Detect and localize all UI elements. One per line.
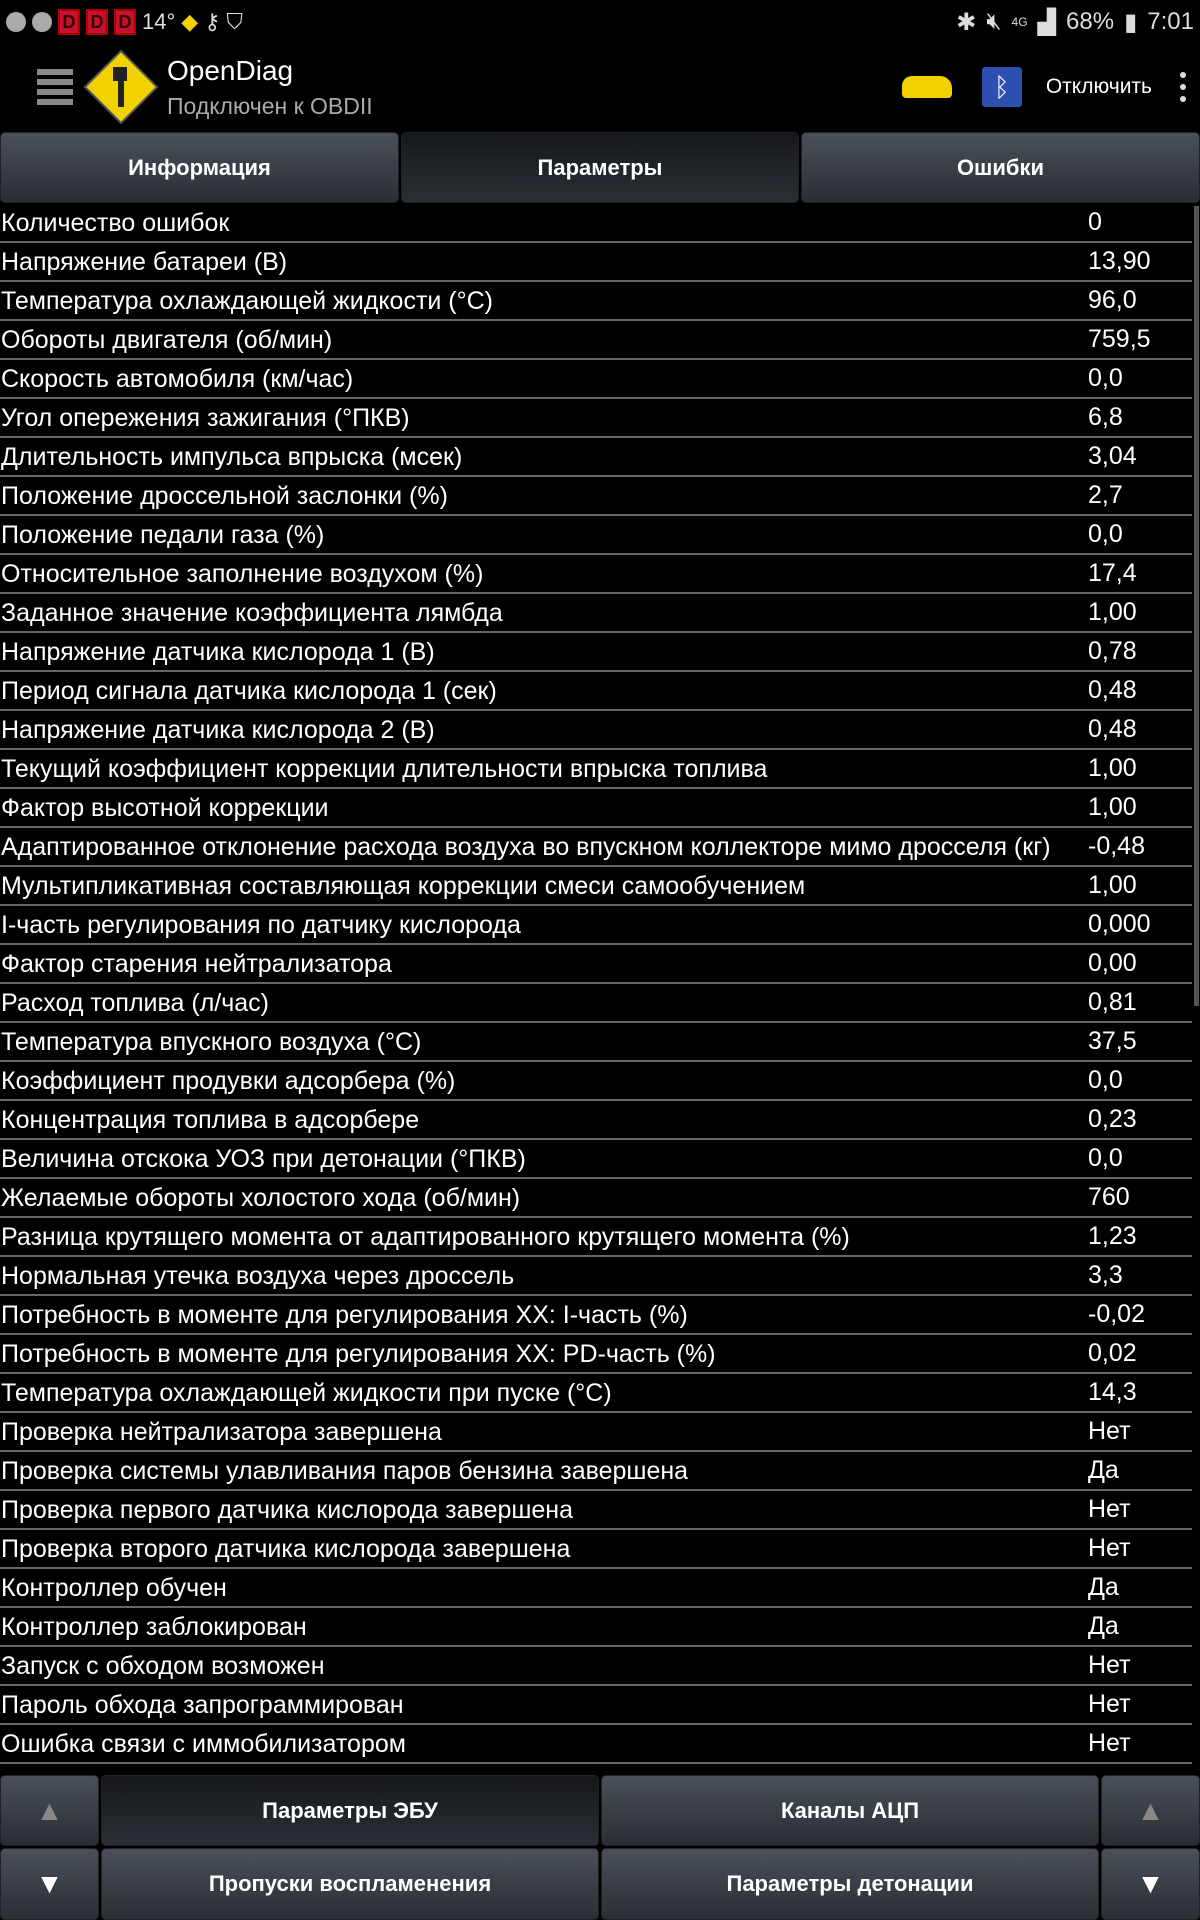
battery-level: 68%: [1066, 8, 1115, 35]
parameter-row[interactable]: [0, 360, 1192, 399]
parameter-value: 2,7: [1088, 481, 1123, 509]
parameter-name: Потребность в моменте для регулирования ХХ: PD-часть (%): [1, 1339, 716, 1368]
parameter-value: 17,4: [1088, 559, 1137, 587]
parameter-value: 0,0: [1088, 364, 1123, 392]
parameter-row[interactable]: [0, 906, 1192, 945]
disconnect-button[interactable]: Отключить: [1045, 75, 1152, 98]
parameter-name: Мультипликативная составляющая коррекции смеси самообучением: [1, 871, 806, 900]
parameter-name: Разница крутящего момента от адаптированного крутящего момента (%): [1, 1222, 850, 1251]
parameter-name: Концентрация топлива в адсорбере: [1, 1105, 420, 1134]
parameter-name: Контроллер обучен: [1, 1573, 227, 1602]
tab-info[interactable]: Информация: [0, 132, 399, 203]
parameter-row[interactable]: [0, 1140, 1192, 1179]
parameter-row[interactable]: [0, 1647, 1192, 1686]
parameter-name: Контроллер заблокирован: [1, 1612, 307, 1641]
parameter-row[interactable]: [0, 204, 1192, 243]
parameter-name: Фактор старения нейтрализатора: [1, 949, 392, 978]
knock-parameters-button[interactable]: Параметры детонации: [601, 1848, 1099, 1920]
parameter-name: I-часть регулирования по датчику кислорода: [1, 910, 521, 939]
parameter-row[interactable]: [0, 1062, 1192, 1101]
parameter-value: 13,90: [1088, 247, 1151, 275]
parameter-row[interactable]: [0, 1101, 1192, 1140]
parameter-name: Адаптированное отклонение расхода воздуха во впускном коллекторе мимо дросселя (кг): [1, 832, 1051, 861]
parameter-name: Заданное значение коэффициента лямбда: [1, 598, 503, 627]
notification-icon: [6, 12, 26, 32]
car-icon[interactable]: [902, 76, 952, 98]
parameter-row[interactable]: [0, 867, 1192, 906]
parameter-name: Напряжение датчика кислорода 2 (В): [1, 715, 435, 744]
parameter-value: 0,0: [1088, 1144, 1123, 1172]
status-bar: [0, 0, 1200, 44]
bluetooth-adapter-icon[interactable]: ᛒ: [982, 67, 1022, 107]
parameter-value: 0,78: [1088, 637, 1137, 665]
parameter-value: 759,5: [1088, 325, 1151, 353]
scroll-down-left-button[interactable]: [0, 1848, 99, 1920]
parameter-name: Количество ошибок: [1, 208, 230, 237]
parameter-value: Нет: [1088, 1495, 1131, 1523]
parameter-row[interactable]: [0, 750, 1192, 789]
arrow-down-icon: ▼: [1136, 1868, 1165, 1899]
parameter-name: Запуск с обходом возможен: [1, 1651, 325, 1680]
parameter-value: 6,8: [1088, 403, 1123, 431]
parameter-row[interactable]: [0, 633, 1192, 672]
parameter-row[interactable]: [0, 711, 1192, 750]
tab-errors[interactable]: Ошибки: [801, 132, 1200, 203]
parameter-value: Нет: [1088, 1690, 1131, 1718]
parameter-row[interactable]: [0, 321, 1192, 360]
parameters-list[interactable]: [0, 204, 1192, 1764]
parameter-value: 0: [1088, 208, 1102, 236]
mute-icon: 🔇︎: [986, 8, 1002, 35]
parameter-row[interactable]: [0, 945, 1192, 984]
parameter-value: 96,0: [1088, 286, 1137, 314]
parameter-value: 1,00: [1088, 598, 1137, 626]
parameter-name: Длительность импульса впрыска (мсек): [1, 442, 463, 471]
app-title: OpenDiag: [167, 54, 294, 86]
signal-icon: ▟: [1037, 8, 1057, 36]
opendiag-icon: ◆: [181, 9, 199, 34]
parameter-value: 0,0: [1088, 520, 1123, 548]
parameter-value: 1,00: [1088, 754, 1137, 782]
parameter-value: 1,23: [1088, 1222, 1137, 1250]
parameter-row[interactable]: [0, 1179, 1192, 1218]
parameter-name: Температура охлаждающей жидкости при пуске (°C): [1, 1378, 612, 1407]
parameter-row[interactable]: [0, 1218, 1192, 1257]
parameter-value: Нет: [1088, 1534, 1131, 1562]
parameter-value: Нет: [1088, 1729, 1131, 1757]
parameter-name: Напряжение батареи (В): [1, 247, 288, 276]
parameter-value: 0,48: [1088, 715, 1137, 743]
scroll-up-left-button[interactable]: [0, 1775, 99, 1846]
bluetooth-icon: ✱: [956, 8, 977, 36]
parameter-row[interactable]: [0, 984, 1192, 1023]
app-logo: [83, 49, 159, 125]
parameter-value: 0,00: [1088, 949, 1137, 977]
parameter-name: Проверка первого датчика кислорода завершена: [1, 1495, 574, 1524]
parameter-row[interactable]: [0, 1491, 1192, 1530]
parameter-name: Положение дроссельной заслонки (%): [1, 481, 448, 510]
parameter-row[interactable]: [0, 828, 1192, 867]
parameter-row[interactable]: [0, 243, 1192, 282]
parameter-row[interactable]: [0, 282, 1192, 321]
parameter-name: Относительное заполнение воздухом (%): [1, 559, 484, 588]
parameter-value: 0,23: [1088, 1105, 1137, 1133]
parameter-value: 0,02: [1088, 1339, 1137, 1367]
parameter-row[interactable]: [0, 1530, 1192, 1569]
notification-icon: [32, 12, 52, 32]
arrow-up-icon: ▲: [1136, 1794, 1165, 1826]
parameter-row[interactable]: [0, 672, 1192, 711]
parameter-row[interactable]: [0, 1296, 1192, 1335]
parameter-name: Положение педали газа (%): [1, 520, 325, 549]
parameter-value: Нет: [1088, 1651, 1131, 1679]
parameter-value: 0,81: [1088, 988, 1137, 1016]
parameter-row[interactable]: [0, 1335, 1192, 1374]
scrollbar[interactable]: [1194, 206, 1199, 1006]
parameter-name: Проверка второго датчика кислорода завершена: [1, 1534, 571, 1563]
parameter-row[interactable]: [0, 516, 1192, 555]
connection-status: Подключен к OBDII: [167, 92, 373, 119]
parameter-value: -0,48: [1088, 832, 1145, 860]
parameter-value: -0,02: [1088, 1300, 1145, 1328]
parameter-name: Величина отскока УОЗ при детонации (°ПКВ): [1, 1144, 526, 1173]
d-app-icon: D: [114, 9, 136, 35]
key-icon: ⚷: [204, 9, 221, 34]
scroll-down-right-button[interactable]: [1101, 1848, 1200, 1920]
parameter-name: Текущий коэффициент коррекции длительности впрыска топлива: [1, 754, 768, 783]
parameter-name: Напряжение датчика кислорода 1 (В): [1, 637, 435, 666]
parameter-name: Коэффициент продувки адсорбера (%): [1, 1066, 456, 1095]
parameter-name: Угол опережения зажигания (°ПКВ): [1, 403, 410, 432]
arrow-up-icon: ▲: [35, 1794, 64, 1826]
scroll-up-right-button[interactable]: [1101, 1775, 1200, 1846]
tab-parameters[interactable]: Параметры: [401, 132, 799, 203]
parameter-value: 0,48: [1088, 676, 1137, 704]
adc-channels-button[interactable]: Каналы АЦП: [601, 1775, 1099, 1846]
parameter-name: Потребность в моменте для регулирования ХХ: I-часть (%): [1, 1300, 688, 1329]
more-options-icon[interactable]: [1180, 72, 1186, 102]
parameter-row[interactable]: [0, 1569, 1192, 1608]
parameter-value: Нет: [1088, 1417, 1131, 1445]
parameter-value: Да: [1088, 1573, 1119, 1601]
clock: 7:01: [1147, 8, 1194, 35]
parameter-value: 1,00: [1088, 793, 1137, 821]
parameter-name: Температура охлаждающей жидкости (°C): [1, 286, 494, 315]
parameter-row[interactable]: [0, 789, 1192, 828]
d-app-icon: D: [58, 9, 80, 35]
parameter-name: Период сигнала датчика кислорода 1 (сек): [1, 676, 497, 705]
parameter-name: Фактор высотной коррекции: [1, 793, 329, 822]
network-type: 4G: [1011, 15, 1028, 29]
parameter-row[interactable]: [0, 555, 1192, 594]
menu-icon[interactable]: [37, 69, 73, 105]
parameter-row[interactable]: [0, 594, 1192, 633]
battery-icon: ▮: [1124, 8, 1138, 36]
parameter-name: Желаемые обороты холостого хода (об/мин): [1, 1183, 521, 1212]
parameter-value: Да: [1088, 1456, 1119, 1484]
parameter-row[interactable]: [0, 1686, 1192, 1725]
parameter-name: Нормальная утечка воздуха через дроссель: [1, 1261, 515, 1290]
parameter-name: Проверка системы улавливания паров бензина завершена: [1, 1456, 689, 1485]
parameter-name: Расход топлива (л/час): [1, 988, 269, 1017]
weather-temp: 14°: [142, 9, 176, 34]
parameter-name: Температура впускного воздуха (°C): [1, 1027, 422, 1056]
parameter-value: 760: [1088, 1183, 1130, 1211]
parameter-value: Да: [1088, 1612, 1119, 1640]
arrow-down-icon: ▼: [35, 1868, 64, 1899]
app-bar: [0, 44, 1200, 130]
parameter-row[interactable]: [0, 1413, 1192, 1452]
misfire-button[interactable]: Пропуски воспламенения: [101, 1848, 599, 1920]
parameter-value: 37,5: [1088, 1027, 1137, 1055]
parameter-value: 3,04: [1088, 442, 1137, 470]
parameter-name: Обороты двигателя (об/мин): [1, 325, 333, 354]
d-app-icon: D: [86, 9, 108, 35]
parameter-row[interactable]: [0, 1257, 1192, 1296]
parameter-row[interactable]: [0, 399, 1192, 438]
parameter-row[interactable]: [0, 1725, 1192, 1764]
parameter-name: Скорость автомобиля (км/час): [1, 364, 354, 393]
parameter-value: 1,00: [1088, 871, 1137, 899]
parameter-row[interactable]: [0, 1452, 1192, 1491]
ecu-parameters-button[interactable]: Параметры ЭБУ: [101, 1775, 599, 1846]
parameter-name: Проверка нейтрализатора завершена: [1, 1417, 442, 1446]
parameter-name: Ошибка связи с иммобилизатором: [1, 1729, 406, 1758]
parameter-row[interactable]: [0, 477, 1192, 516]
parameter-value: 3,3: [1088, 1261, 1123, 1289]
parameter-name: Пароль обхода запрограммирован: [1, 1690, 404, 1719]
parameter-value: 0,0: [1088, 1066, 1123, 1094]
parameter-row[interactable]: [0, 1023, 1192, 1062]
parameter-value: 14,3: [1088, 1378, 1137, 1406]
parameter-row[interactable]: [0, 1608, 1192, 1647]
parameter-row[interactable]: [0, 1374, 1192, 1413]
parameter-value: 0,000: [1088, 910, 1151, 938]
shield-icon: ⛉: [226, 9, 243, 34]
parameter-row[interactable]: [0, 438, 1192, 477]
